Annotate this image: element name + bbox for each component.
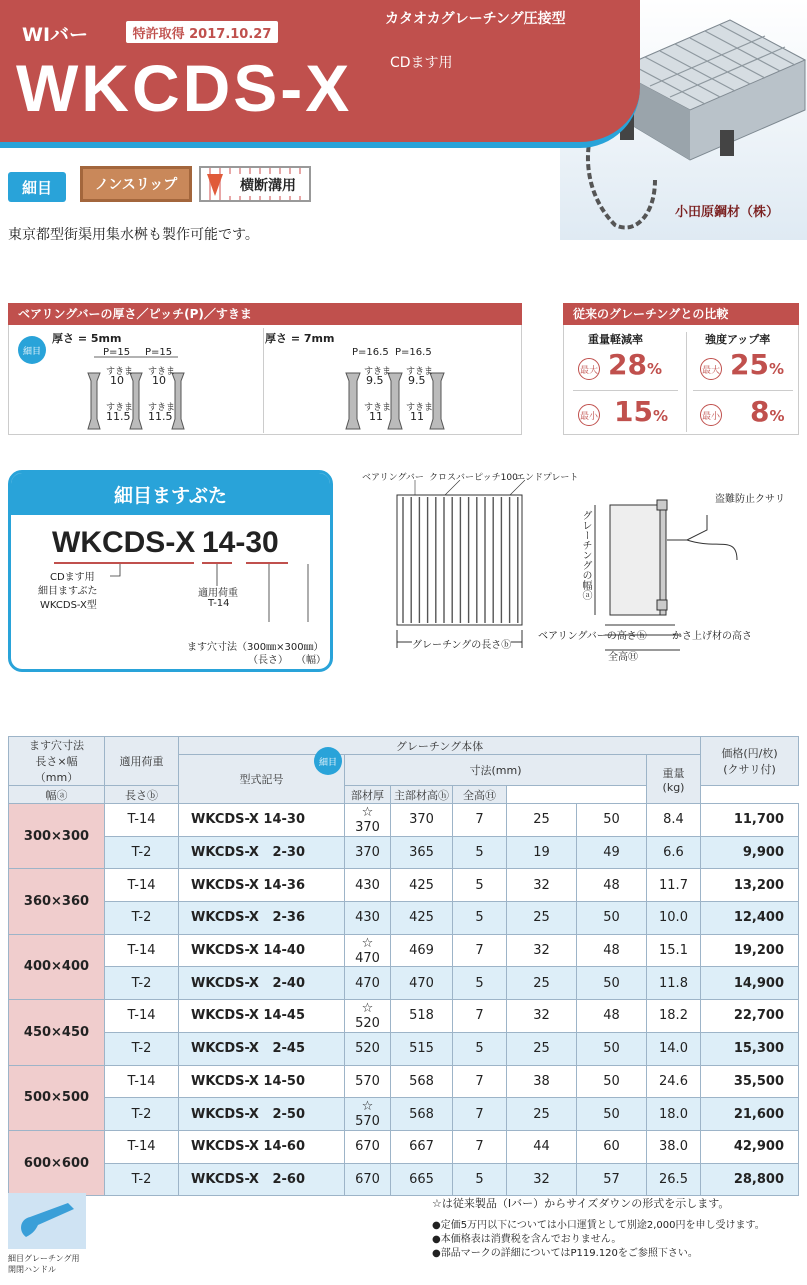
thickness-cell: 7 [453, 1000, 507, 1033]
series-label: WIバー [22, 24, 89, 46]
main-height-cell: 38 [507, 1065, 577, 1098]
thickness-5: 厚さ = 5mm [52, 332, 122, 345]
load-value: T-14 [208, 598, 230, 609]
width-cell: 520 [345, 1032, 391, 1065]
width-cell: 670 [345, 1130, 391, 1163]
model-cell: WKCDS-X 2-45 [179, 1032, 345, 1065]
size-cell: 360×360 [9, 869, 105, 934]
weight-cell: 11.8 [647, 967, 701, 1000]
thickness-7: 厚さ = 7mm [265, 332, 335, 345]
footer-note-3: ●部品マークの詳細についてはP119.120をご参照下さい。 [432, 1248, 698, 1259]
pitch-15-b: P=15 [145, 347, 173, 358]
main-height-cell: 19 [507, 836, 577, 869]
col-weight: 重量 (kg) [647, 755, 701, 804]
width-cell: 670 [345, 1163, 391, 1196]
gap-value: 9.5 [366, 374, 384, 387]
arrow-down-icon [207, 174, 223, 196]
total-height-cell: 60 [577, 1130, 647, 1163]
load-cell: T-2 [105, 1163, 179, 1196]
gap-value: 11 [369, 410, 383, 423]
label-length: グレーチングの長さⓑ [412, 636, 511, 651]
size-cell: 400×400 [9, 934, 105, 999]
thickness-cell: 5 [453, 836, 507, 869]
weight-cell: 8.4 [647, 804, 701, 837]
tag-transverse-label: 横断溝用 [229, 174, 307, 196]
main-height-cell: 25 [507, 902, 577, 935]
main-height-cell: 32 [507, 934, 577, 967]
load-cell: T-2 [105, 967, 179, 1000]
main-height-cell: 25 [507, 804, 577, 837]
tag-transverse [199, 166, 311, 202]
col-width: 幅ⓐ [9, 786, 105, 804]
thickness-cell: 7 [453, 1065, 507, 1098]
percent-unit: % [768, 360, 784, 378]
width-cell: 430 [345, 902, 391, 935]
size-cell: 500×500 [9, 1065, 105, 1130]
lid-model-main: WKCDS-X [52, 526, 196, 559]
divider [686, 332, 687, 432]
strength-label: 強度アップ率 [705, 333, 771, 346]
price-cell: 35,500 [701, 1065, 799, 1098]
price-cell: 19,200 [701, 934, 799, 967]
fine-badge: 細目 [18, 336, 46, 364]
label-chain: 盗難防止クサリ [715, 494, 785, 505]
width-cell: ☆ 470 [345, 934, 391, 967]
strength-min-value: 8 [750, 395, 770, 428]
weight-cell: 24.6 [647, 1065, 701, 1098]
thickness-cell: 5 [453, 869, 507, 902]
col-model-label: 型式記号 [239, 773, 284, 786]
size-width: （幅） [296, 655, 326, 666]
usage-label: CDます用 [390, 55, 453, 71]
gap-label: すきま [364, 403, 392, 413]
main-height-cell: 32 [507, 1000, 577, 1033]
page-title: WKCDS-X [16, 51, 353, 125]
weight-cell: 38.0 [647, 1130, 701, 1163]
model-cell: WKCDS-X 14-40 [179, 934, 345, 967]
length-cell: 425 [391, 902, 453, 935]
price-cell: 22,700 [701, 1000, 799, 1033]
load-label: 適用荷重 [198, 588, 238, 599]
length-cell: 518 [391, 1000, 453, 1033]
price-cell: 9,900 [701, 836, 799, 869]
table-row [9, 1000, 799, 1033]
lid-title: 細目ますぶた [11, 473, 330, 515]
grating-side-diagram [575, 490, 775, 670]
width-cell: ☆ 570 [345, 1098, 391, 1131]
compare-heading: 従来のグレーチングとの比較 [563, 303, 799, 325]
length-cell: 568 [391, 1098, 453, 1131]
total-height-cell: 50 [577, 1098, 647, 1131]
model-cell: WKCDS-X 14-50 [179, 1065, 345, 1098]
divider [693, 390, 793, 391]
label-bearing-bar: ベアリングバー [362, 473, 424, 483]
load-cell: T-14 [105, 804, 179, 837]
maker-name: 小田原鋼材（株） [675, 205, 780, 220]
load-cell: T-14 [105, 1130, 179, 1163]
price-cell: 14,900 [701, 967, 799, 1000]
price-cell: 42,900 [701, 1130, 799, 1163]
subtitle: カタオカグレーチング圧接型 [385, 11, 566, 27]
pitch-165-a: P=16.5 [352, 347, 389, 358]
gap-value: 11.5 [106, 410, 131, 423]
main-height-cell: 25 [507, 967, 577, 1000]
main-height-cell: 32 [507, 1163, 577, 1196]
gap-label: すきま [406, 367, 434, 377]
bearing-5mm-diagram [80, 345, 200, 430]
col-price: 価格(円/枚) (クサリ付) [701, 737, 799, 786]
table-row [9, 1065, 799, 1098]
load-cell: T-14 [105, 1000, 179, 1033]
thickness-cell: 7 [453, 804, 507, 837]
price-cell: 11,700 [701, 804, 799, 837]
weight-min-value: 15 [614, 395, 653, 428]
width-cell: ☆ 520 [345, 1000, 391, 1033]
length-cell: 568 [391, 1065, 453, 1098]
length-cell: 667 [391, 1130, 453, 1163]
model-cell: WKCDS-X 2-40 [179, 967, 345, 1000]
total-height-cell: 50 [577, 902, 647, 935]
model-cell: WKCDS-X 2-50 [179, 1098, 345, 1131]
model-cell: WKCDS-X 14-45 [179, 1000, 345, 1033]
gap-label: すきま [406, 403, 434, 413]
load-cell: T-2 [105, 836, 179, 869]
divider [263, 328, 264, 433]
length-cell: 365 [391, 836, 453, 869]
price-cell: 13,200 [701, 869, 799, 902]
table-row [9, 1163, 799, 1196]
col-main-height: 主部材高ⓗ [391, 786, 453, 804]
weight-label: 重量軽減率 [588, 333, 643, 346]
thickness-cell: 5 [453, 1163, 507, 1196]
price-cell: 12,400 [701, 902, 799, 935]
pitch-15-a: P=15 [103, 347, 131, 358]
thickness-cell: 5 [453, 967, 507, 1000]
width-cell: 570 [345, 1065, 391, 1098]
tag-fine: 細目 [8, 172, 66, 202]
total-height-cell: 50 [577, 804, 647, 837]
load-cell: T-14 [105, 1065, 179, 1098]
length-cell: 425 [391, 869, 453, 902]
table-row [9, 902, 799, 935]
table-row [9, 1032, 799, 1065]
table-row [9, 934, 799, 967]
percent-unit: % [652, 407, 668, 425]
width-cell: 430 [345, 869, 391, 902]
table-row [9, 1130, 799, 1163]
length-cell: 370 [391, 804, 453, 837]
gap-label: すきま [106, 403, 134, 413]
min-badge: 最小 [578, 404, 600, 426]
load-cell: T-2 [105, 1098, 179, 1131]
col-total-height: 全高Ⓗ [453, 786, 507, 804]
divider [573, 390, 678, 391]
star-note: ☆は従来製品（Iバー）からサイズダウンの形式を示します。 [432, 1197, 730, 1210]
width-cell: 370 [345, 836, 391, 869]
size-label: ます穴寸法（300㎜×300㎜） [187, 642, 324, 653]
total-height-cell: 50 [577, 1065, 647, 1098]
total-height-cell: 48 [577, 1000, 647, 1033]
bearing-heading: ベアリングバーの厚さ／ピッチ(P)／すきま [8, 303, 522, 325]
total-height-cell: 48 [577, 869, 647, 902]
max-badge: 最大 [700, 358, 722, 380]
total-height-cell: 48 [577, 934, 647, 967]
handle-icon [8, 1193, 86, 1249]
load-cell: T-14 [105, 869, 179, 902]
label-raise-height: かさ上げ材の高さ [672, 631, 752, 642]
gap-label: すきま [364, 367, 392, 377]
main-height-cell: 25 [507, 1098, 577, 1131]
weight-cell: 15.1 [647, 934, 701, 967]
weight-cell: 6.6 [647, 836, 701, 869]
gap-value: 11.5 [148, 410, 173, 423]
weight-cell: 14.0 [647, 1032, 701, 1065]
thickness-cell: 7 [453, 934, 507, 967]
table-row [9, 836, 799, 869]
strength-max-value: 25 [730, 348, 769, 381]
col-thickness: 部材厚 [345, 786, 391, 804]
model-cell: WKCDS-X 2-36 [179, 902, 345, 935]
pitch-165-b: P=16.5 [395, 347, 432, 358]
table-row [9, 1098, 799, 1131]
footer-note-1: ●定価5万円以下については小口運賃として別途2,000円を申し受けます。 [432, 1220, 765, 1231]
load-cell: T-2 [105, 1032, 179, 1065]
tag-nonslip: ノンスリップ [80, 166, 192, 202]
total-height-cell: 49 [577, 836, 647, 869]
label-end-plate: エンドプレート [516, 473, 579, 483]
size-length: （長さ） [248, 655, 288, 666]
thickness-cell: 7 [453, 1130, 507, 1163]
total-height-cell: 50 [577, 1032, 647, 1065]
gap-value: 10 [110, 374, 124, 387]
handle-image [8, 1193, 86, 1249]
model-cell: WKCDS-X 2-30 [179, 836, 345, 869]
price-cell: 15,300 [701, 1032, 799, 1065]
gap-value: 9.5 [408, 374, 426, 387]
weight-max-value: 28 [608, 348, 647, 381]
col-dims: 寸法(mm) [345, 755, 647, 786]
length-cell: 470 [391, 967, 453, 1000]
table-row [9, 804, 799, 837]
gap-label: すきま [148, 403, 176, 413]
gap-value: 11 [410, 410, 424, 423]
length-cell: 469 [391, 934, 453, 967]
lid-note-3: WKCDS-X型 [40, 600, 97, 611]
gap-label: すきま [148, 367, 176, 377]
length-cell: 515 [391, 1032, 453, 1065]
min-badge: 最小 [700, 404, 722, 426]
load-cell: T-14 [105, 934, 179, 967]
label-bar-height: ベアリングバーの高さⓗ [538, 631, 647, 642]
max-badge: 最大 [578, 358, 600, 380]
load-cell: T-2 [105, 902, 179, 935]
percent-unit: % [646, 360, 662, 378]
weight-cell: 10.0 [647, 902, 701, 935]
fine-badge: 細目 [314, 747, 342, 775]
price-cell: 28,800 [701, 1163, 799, 1196]
model-cell: WKCDS-X 14-60 [179, 1130, 345, 1163]
thickness-cell: 5 [453, 902, 507, 935]
total-height-cell: 50 [577, 967, 647, 1000]
table-row [9, 967, 799, 1000]
size-cell: 600×600 [9, 1130, 105, 1195]
thickness-cell: 7 [453, 1098, 507, 1131]
width-cell: ☆ 370 [345, 804, 391, 837]
main-height-cell: 44 [507, 1130, 577, 1163]
main-height-cell: 32 [507, 869, 577, 902]
thickness-cell: 5 [453, 1032, 507, 1065]
main-height-cell: 25 [507, 1032, 577, 1065]
patent-badge: 特許取得 2017.10.27 [126, 21, 278, 43]
col-body: グレーチング本体 [179, 737, 701, 755]
gap-label: すきま [106, 367, 134, 377]
percent-unit: % [769, 407, 785, 425]
model-cell: WKCDS-X 2-60 [179, 1163, 345, 1196]
table-row [9, 869, 799, 902]
label-cross-bar: クロスバーピッチ100 [429, 473, 518, 483]
model-cell: WKCDS-X 14-30 [179, 804, 345, 837]
label-total-height: 全高Ⓗ [608, 652, 638, 663]
weight-cell: 18.2 [647, 1000, 701, 1033]
col-size: ます穴寸法 長さ×幅 （mm） [9, 737, 105, 786]
size-cell: 450×450 [9, 1000, 105, 1065]
model-cell: WKCDS-X 14-36 [179, 869, 345, 902]
total-height-cell: 57 [577, 1163, 647, 1196]
col-model [179, 755, 345, 804]
handle-label: 細目グレーチング用 開閉ハンドル [8, 1254, 80, 1274]
note-top: 東京都型街渠用集水桝も製作可能です。 [8, 227, 259, 243]
col-load: 適用荷重 [105, 737, 179, 786]
width-cell: 470 [345, 967, 391, 1000]
lid-model-code: 14-30 [202, 526, 279, 559]
weight-cell: 18.0 [647, 1098, 701, 1131]
label-width: グレーチングの幅ⓐ [580, 510, 591, 600]
spec-table [8, 736, 799, 1196]
col-length: 長さⓑ [105, 786, 179, 804]
footer-note-2: ●本価格表は消費税を含んでおりません。 [432, 1234, 622, 1245]
weight-cell: 11.7 [647, 869, 701, 902]
length-cell: 665 [391, 1163, 453, 1196]
price-cell: 21,600 [701, 1098, 799, 1131]
lid-note-1: CDます用 [50, 572, 95, 583]
gap-value: 10 [152, 374, 166, 387]
lid-note-2: 細目ますぶた [38, 586, 98, 597]
weight-cell: 26.5 [647, 1163, 701, 1196]
size-cell: 300×300 [9, 804, 105, 869]
